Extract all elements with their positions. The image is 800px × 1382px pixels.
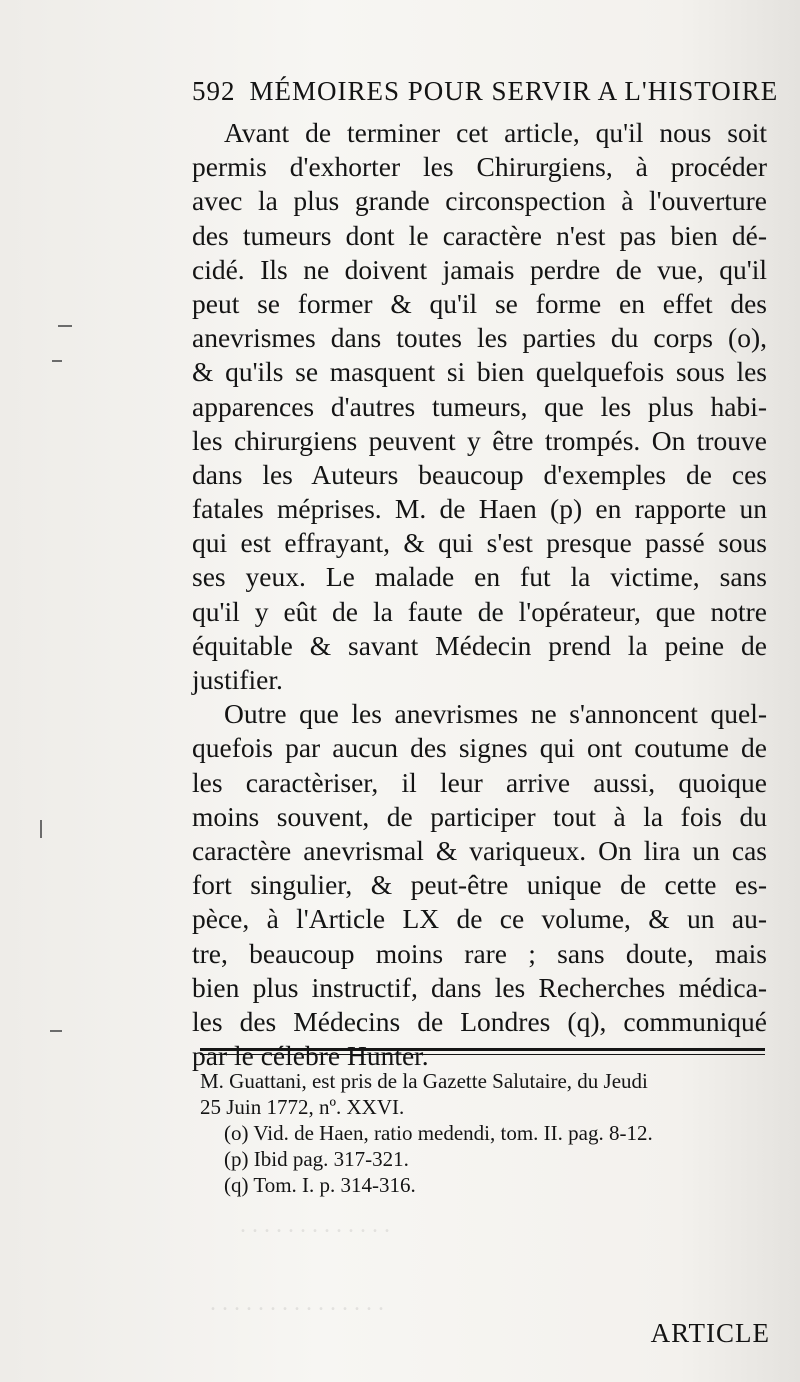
- text-line: avec la plus grande circonspection à l'ouverture: [192, 185, 767, 217]
- margin-mark: [50, 1030, 62, 1032]
- text-line: fort singulier, & peut-être unique de cette es-: [192, 869, 767, 901]
- margin-mark: [40, 820, 42, 838]
- bleed-through-text: . . . . . . . . . . . . .: [240, 1212, 390, 1238]
- footnote-rule: [200, 1048, 765, 1058]
- text-line: qui est effrayant, & qui s'est presque passé sous: [192, 527, 767, 559]
- page-number: 592: [192, 76, 236, 106]
- text-line: pèce, à l'Article LX de ce volume, & un au-: [192, 903, 767, 935]
- body-text: [192, 116, 767, 1073]
- text-line: les chirurgiens peuvent y être trompés. On trouve: [192, 424, 767, 456]
- text-line: justifier.: [192, 664, 283, 695]
- catchword: ARTICLE: [650, 1318, 770, 1348]
- footnote-line: M. Guattani, est pris de la Gazette Salutaire, du Jeudi: [200, 1069, 648, 1093]
- footnote-line: (q) Tom. I. p. 314-316.: [224, 1173, 416, 1197]
- text-line: par le célebre Hunter.: [192, 1040, 429, 1072]
- text-line: les des Médecins de Londres (q), communiqué: [192, 1005, 767, 1037]
- text-line: Outre que les anevrismes ne s'annoncent quel-: [224, 698, 767, 730]
- footnote-line: (p) Ibid pag. 317-321.: [224, 1147, 409, 1171]
- text-line: qu'il y eût de la faute de l'opérateur, que notre: [192, 595, 767, 627]
- text-line: anevrismes dans toutes les parties du corps (o),: [192, 322, 767, 354]
- text-line: fatales méprises. M. de Haen (p) en rapporte un: [192, 493, 767, 525]
- text-line: caractère anevrismal & variqueux. On lira un cas: [192, 834, 767, 866]
- text-line: des tumeurs dont le caractère n'est pas bien dé-: [192, 219, 767, 251]
- text-line: peut se former & qu'il se forme en effet des: [192, 287, 767, 319]
- text-line: cidé. Ils ne doivent jamais perdre de vue, qu'il: [192, 253, 767, 285]
- text-line: ses yeux. Le malade en fut la victime, sans: [192, 561, 767, 593]
- running-header: [192, 76, 779, 107]
- text-line: permis d'exhorter les Chirurgiens, à procéder: [192, 151, 767, 183]
- margin-mark: [58, 325, 72, 327]
- text-line: apparences d'autres tumeurs, que les plus habi-: [192, 390, 767, 422]
- margin-mark: [52, 360, 62, 362]
- footnote-line: (o) Vid. de Haen, ratio medendi, tom. II. pag. 8-12.: [224, 1121, 653, 1145]
- footnotes: [200, 1068, 775, 1198]
- header-title: MÉMOIRES POUR SERVIR A L'HISTOIRE: [249, 76, 779, 106]
- text-line: les caractèriser, il leur arrive aussi, quoique: [192, 766, 767, 798]
- text-line: moins souvent, de participer tout à la fois du: [192, 800, 767, 832]
- text-line: tre, beaucoup moins rare ; sans doute, mais: [192, 937, 767, 969]
- bleed-through-text: . . . . . . . . . . . . . . .: [210, 1290, 384, 1316]
- footnote-line: 25 Juin 1772, nº. XXVI.: [200, 1095, 405, 1119]
- text-line: & qu'ils se masquent si bien quelquefois sous les: [192, 356, 767, 388]
- text-line: bien plus instructif, dans les Recherches médica-: [192, 971, 767, 1003]
- text-line: Avant de terminer cet article, qu'il nous soit: [224, 117, 767, 148]
- text-line: équitable & savant Médecin prend la peine de: [192, 629, 767, 661]
- text-line: dans les Auteurs beaucoup d'exemples de ces: [192, 458, 767, 490]
- text-line: quefois par aucun des signes qui ont coutume de: [192, 732, 767, 764]
